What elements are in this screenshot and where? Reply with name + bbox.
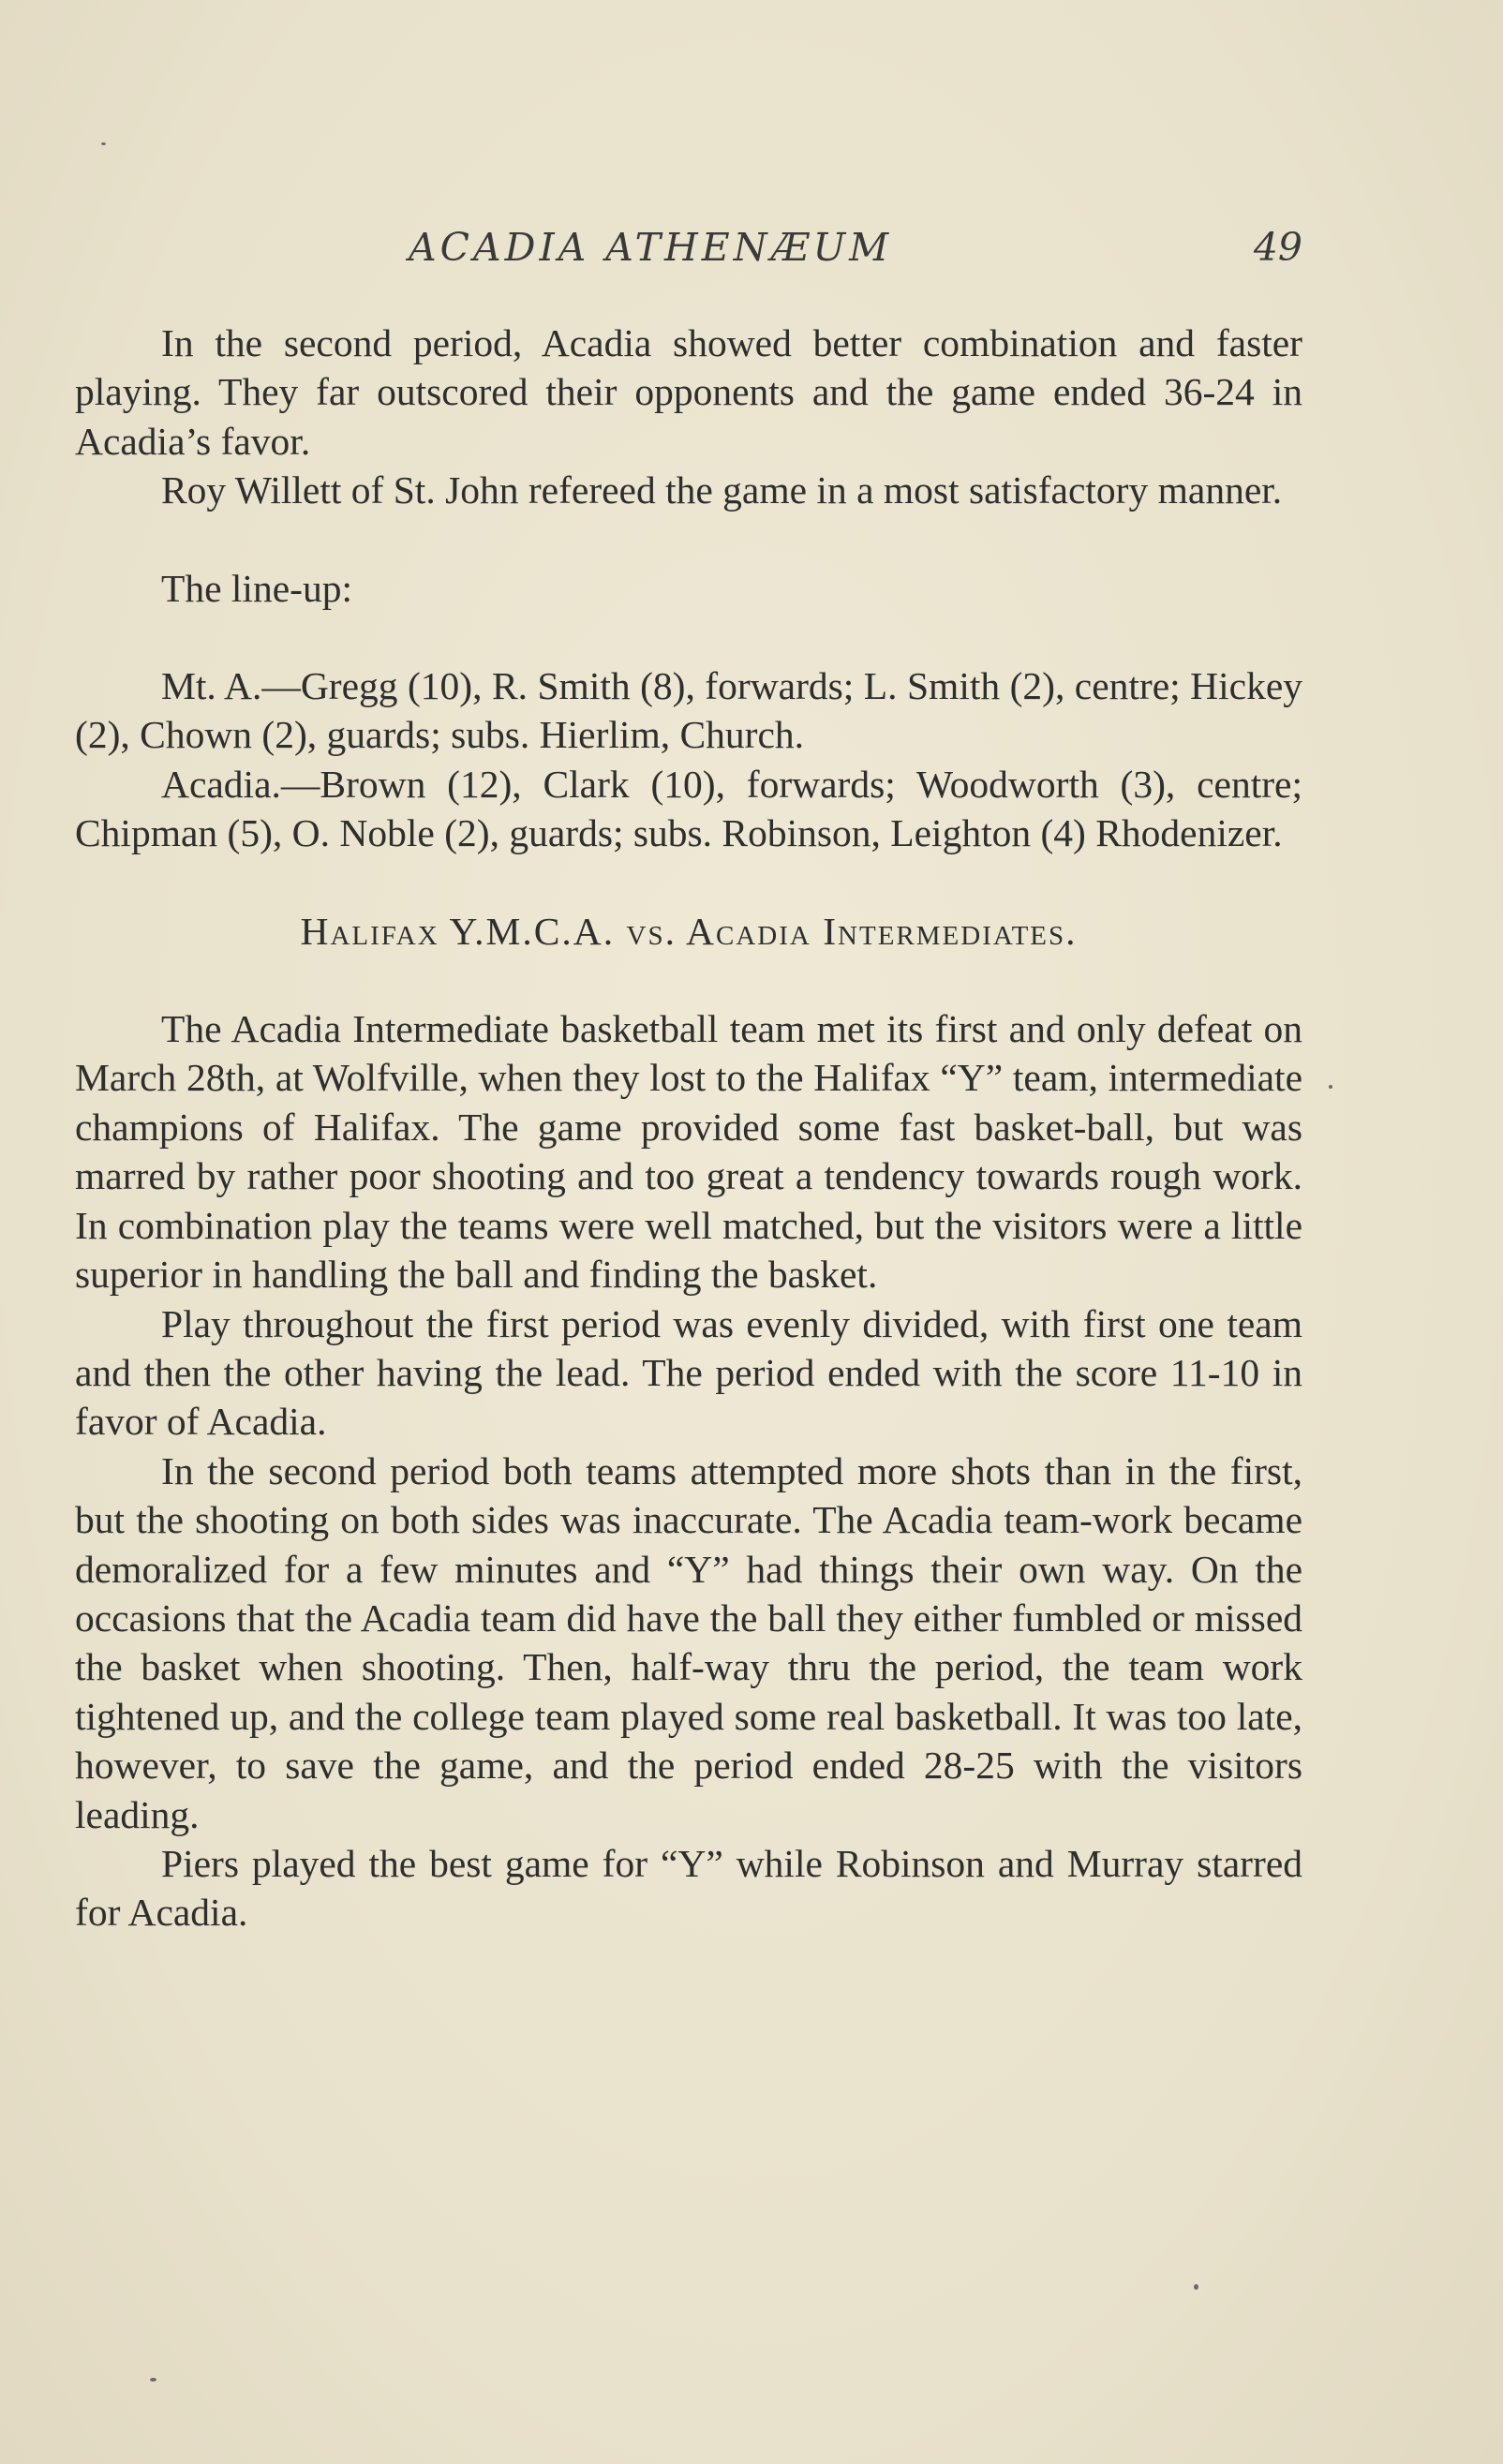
page-number: 49 bbox=[1253, 225, 1302, 270]
section-heading: Halifax Y.M.C.A. vs. Acadia Intermediates. bbox=[300, 909, 1078, 953]
page-header bbox=[75, 225, 1302, 281]
running-title: ACADIA ATHENÆUM bbox=[409, 225, 893, 270]
paragraph: Roy Willett of St. John refereed the game in a most satisfactory manner. bbox=[161, 468, 1283, 512]
lineup-label: The line-up: bbox=[161, 566, 352, 610]
lineup-mount-allison: Mt. A.—Gregg (10), R. Smith (8), forwards; L. Smith (2), centre; Hickey (2), Chown (2), guards; subs. Hierlim, Church. bbox=[75, 664, 1302, 757]
lineup-acadia: Acadia.—Brown (12), Clark (10), forwards; Woodworth (3), centre; Chipman (5), O. Noble (2), guards; subs. Robinson, Leighton (4) Rhodenizer. bbox=[75, 762, 1302, 855]
scan-speck bbox=[101, 142, 106, 145]
paragraph: In the second period both teams attempted more shots than in the first, but the shooting on both sides was inaccurate. The Acadia team-work became demoralized for a few minutes and “Y” had things their own way. On the occasions that the Acadia team did have the ball they either fumbled or missed the basket when shooting. Then, half-way thru the period, the team work tightened up, and the college team played some real basketball. It was too late, however, to save the game, and the period ended 28-25 with the visitors leading. bbox=[75, 1448, 1302, 1836]
paragraph: The Acadia Intermediate basketball team met its first and only defeat on March 28th, at Wolfville, when they lost to the Halifax “Y” team, intermediate champions of Halifax. The game provided some fast basket-ball, but was marred by rather poor shooting and too great a tendency towards rough work. In combination play the teams were well matched, but the visitors were a little superior in handling the ball and finding the basket. bbox=[75, 1007, 1302, 1297]
paragraph: Play throughout the first period was evenly divided, with first one team and then the other having the lead. The period ended with the score 11-10 in favor of Acadia. bbox=[75, 1301, 1302, 1444]
scan-speck bbox=[1329, 1085, 1332, 1089]
article-body bbox=[75, 319, 1302, 1937]
scan-speck bbox=[150, 2378, 156, 2382]
paragraph: Piers played the best game for “Y” while Robinson and Murray starred for Acadia. bbox=[75, 1841, 1302, 1935]
scan-speck bbox=[1194, 2284, 1198, 2290]
paragraph: In the second period, Acadia showed better combination and faster playing. They far outscored their opponents and the game ended 36-24 in Acadia’s favor. bbox=[75, 321, 1302, 463]
